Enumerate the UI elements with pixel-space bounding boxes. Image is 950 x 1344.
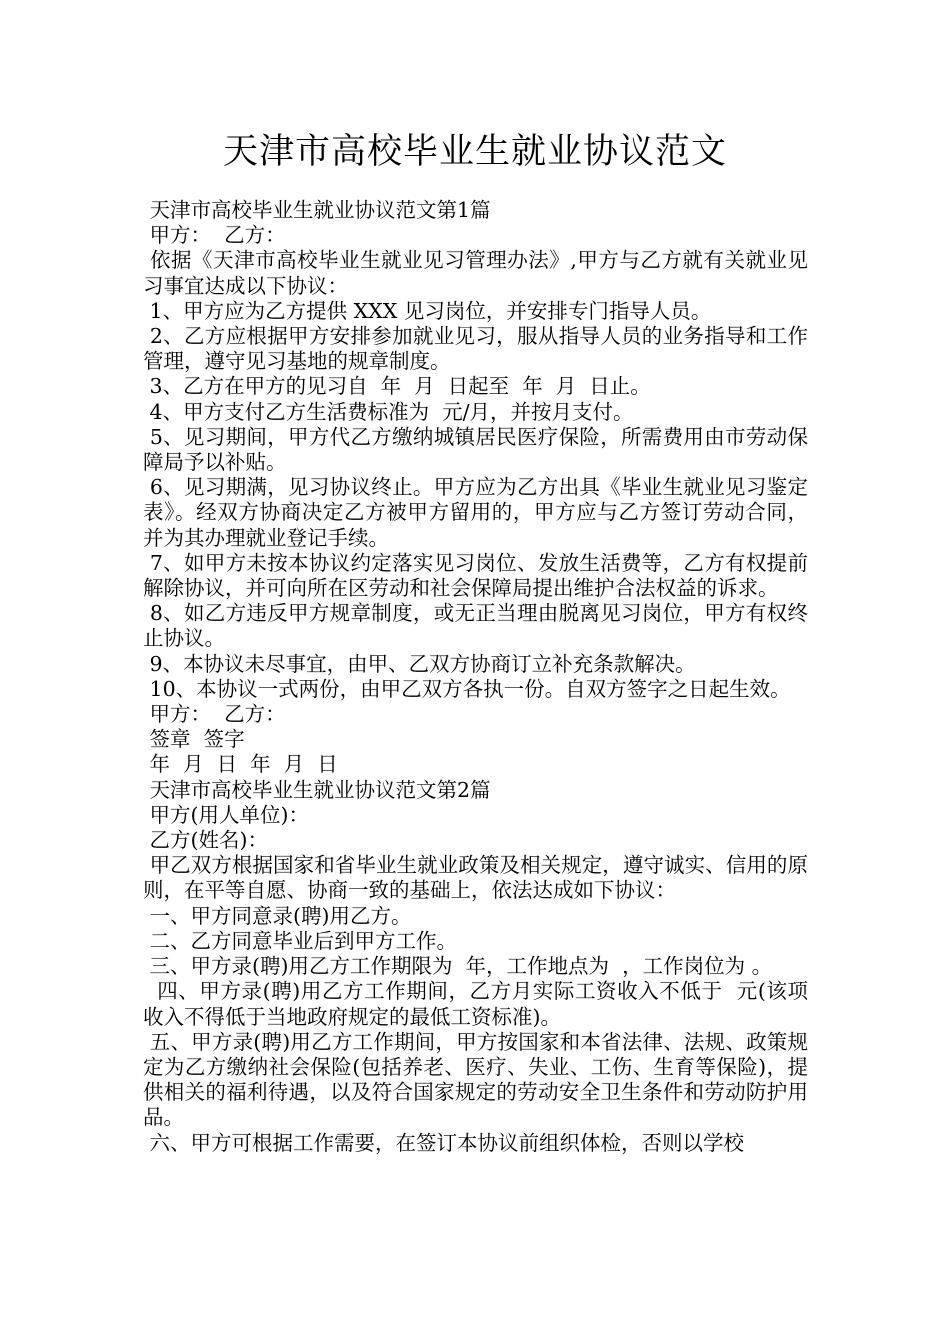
paragraph: 一、甲方同意录(聘)用乙方。 [143, 903, 412, 928]
paragraph: 天津市高校毕业生就业协议范文第1篇 [143, 198, 491, 222]
paragraph: 6、见习期满，见习协议终止。甲方应为乙方出具《毕业生就业见习鉴定表》。经双方协商决定乙方被甲方留用的，甲方应与乙方签订劳动合同，并为其办理就业登记手续。 [143, 475, 808, 550]
paragraph: 甲方： 乙方： [143, 702, 286, 727]
paragraph: 2、乙方应根据甲方安排参加就业见习，服从指导人员的业务指导和工作管理，遵守见习基地的规章制度。 [143, 324, 808, 374]
paragraph: 年 月 日 年 月 日 [143, 752, 338, 777]
paragraph: 天津市高校毕业生就业协议范文第2篇 [143, 777, 491, 802]
paragraph: 三、甲方录(聘)用乙方工作期限为 年，工作地点为 ，工作岗位为 。 [143, 954, 773, 979]
paragraph: 二、乙方同意毕业后到甲方工作。 [143, 928, 458, 953]
paragraph: 8、如乙方违反甲方规章制度，或无正当理由脱离见习岗位，甲方有权终止协议。 [143, 601, 808, 651]
paragraph: 9、本协议未尽事宜，由甲、乙双方协商订立补充条款解决。 [143, 651, 696, 676]
paragraph: 5、见习期间，甲方代乙方缴纳城镇居民医疗保险，所需费用由市劳动保障局予以补贴。 [143, 424, 808, 475]
paragraph: 3、乙方在甲方的见习自 年 月 日起至 年 月 日止。 [143, 374, 651, 399]
document-title: 天津市高校毕业生就业协议范文 [222, 132, 727, 172]
paragraph: 甲方： 乙方： [143, 223, 286, 248]
paragraph: 7、如甲方未按本协议约定落实见习岗位、发放生活费等，乙方有权提前解除协议，并可向所在区劳动和社会保障局提出维护合法权益的诉求。 [143, 550, 808, 601]
paragraph: 4、甲方支付乙方生活费标准为 元/月，并按月支付。 [143, 399, 634, 424]
paragraph: 甲方(用人单位)： [143, 802, 310, 827]
paragraph: 依据《天津市高校毕业生就业见习管理办法》,甲方与乙方就有关就业见习事宜达成以下协议： [143, 248, 808, 298]
paragraph: 六、甲方可根据工作需要，在签订本协议前组织体检，否则以学校 [143, 1130, 745, 1155]
paragraph: 四、甲方录(聘)用乙方工作期间，乙方月实际工资收入不低于 元(该项收入不得低于当地政府规定的最低工资标准)。 [143, 979, 808, 1029]
paragraph: 乙方(姓名)： [143, 828, 269, 853]
paragraph: 甲乙双方根据国家和省毕业生就业政策及相关规定，遵守诚实、信用的原则，在平等自愿、协商一致的基础上，依法达成如下协议： [143, 853, 808, 903]
paragraph: 签章 签字 [143, 727, 245, 752]
document-body [143, 198, 808, 1156]
paragraph: 10、本协议一式两份，由甲乙双方各执一份。自双方签字之日起生效。 [143, 676, 791, 701]
paragraph: 五、甲方录(聘)用乙方工作期间，甲方按国家和本省法律、法规、政策规定为乙方缴纳社会保险(包括养老、医疗、失业、工伤、生育等保险)，提供相关的福利待遇，以及符合国家规定的劳动安全卫生条件和劳动防护用品。 [143, 1029, 808, 1130]
paragraph: 1、甲方应为乙方提供 XXX 见习岗位，并安排专门指导人员。 [143, 298, 712, 323]
